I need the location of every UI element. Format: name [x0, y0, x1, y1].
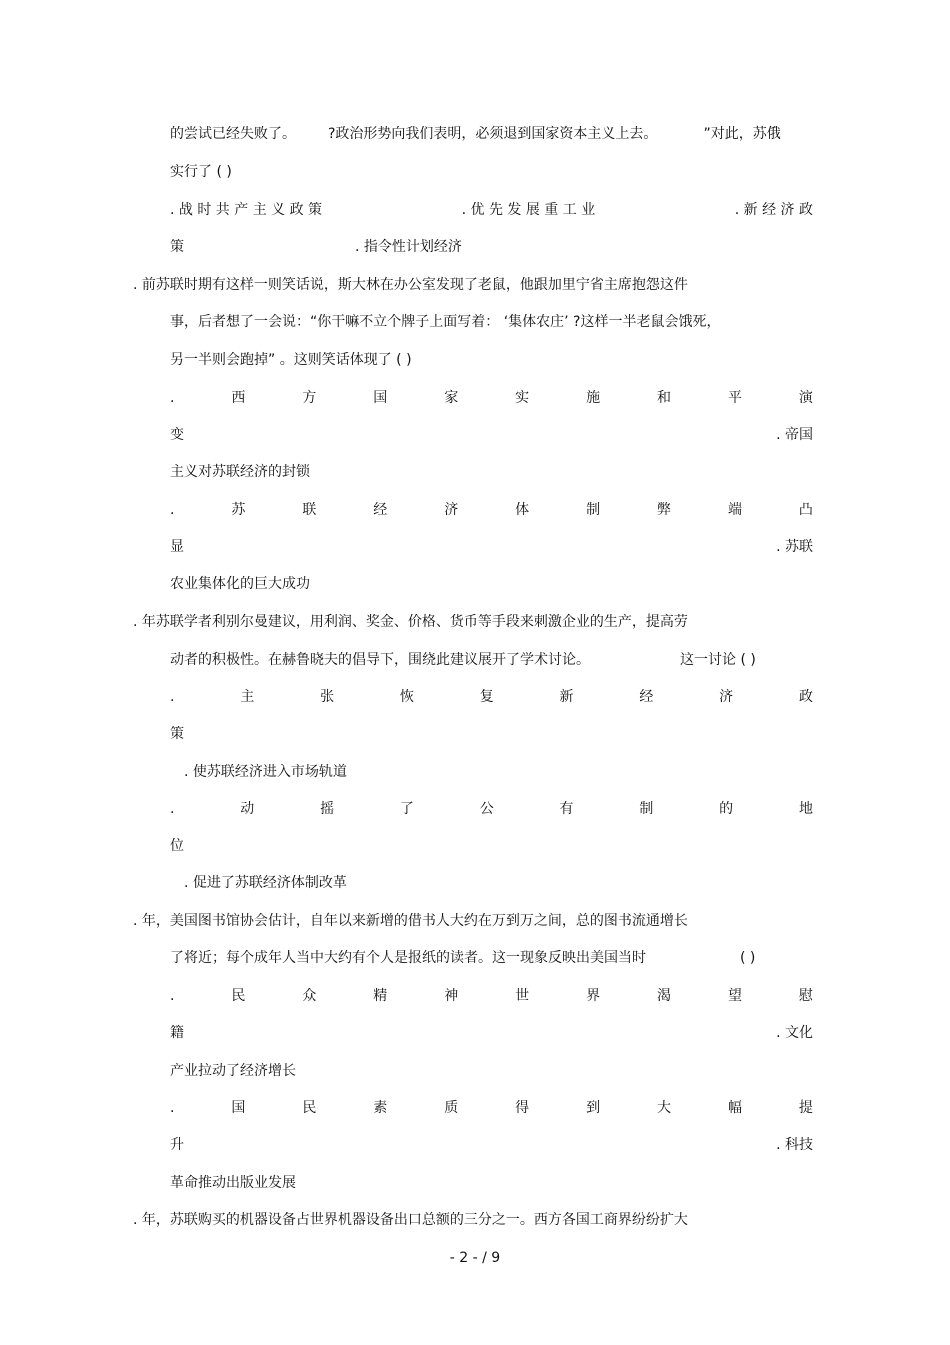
char: 民	[231, 988, 246, 1004]
q4-stem-2a: 了将近；每个成年人当中大约有个人是报纸的读者。这一现象反映出美国当时	[170, 950, 646, 966]
char: 望	[727, 988, 742, 1004]
char: 济	[719, 689, 734, 705]
q3-stem-2b: 这一讨论 ( )	[680, 652, 756, 668]
char: 精	[373, 988, 388, 1004]
q1-option-b: . 优 先 发 展 重 工 业	[461, 202, 596, 218]
q1-text-b: ?政治形势向我们表明，必须退到国家资本主义上去。	[328, 126, 658, 142]
q2-option-d: . 苏联	[776, 539, 813, 555]
q4-option-d: . 科技	[776, 1137, 813, 1153]
q2-option-a-end: 变	[170, 427, 184, 443]
char: .	[170, 1100, 175, 1116]
char: 端	[727, 502, 742, 518]
q4-option-b: . 文化	[776, 1025, 813, 1041]
char: 复	[479, 689, 494, 705]
char: 慰	[798, 988, 813, 1004]
char: 苏	[231, 502, 246, 518]
q3-option-d: . 促进了苏联经济体制改革	[184, 875, 347, 891]
char: 质	[444, 1100, 459, 1116]
q4-option-c	[170, 1098, 813, 1118]
char: 新	[559, 689, 574, 705]
char: 张	[320, 689, 335, 705]
q1-line-2: 实行了 ( )	[170, 164, 232, 180]
char: 国	[231, 1100, 246, 1116]
char: 主	[240, 689, 255, 705]
q1-text-c: ”对此，苏俄	[703, 126, 781, 142]
char: .	[170, 801, 175, 817]
char: 素	[373, 1100, 388, 1116]
char: 地	[798, 801, 813, 817]
char: 济	[444, 502, 459, 518]
char: 幅	[727, 1100, 742, 1116]
q2-option-c	[170, 500, 813, 520]
char: .	[170, 988, 175, 1004]
char: 实	[515, 390, 530, 406]
q4-option-c-end-row	[170, 1135, 813, 1155]
char: 联	[302, 502, 317, 518]
q1-line-1	[170, 124, 813, 144]
char: 得	[515, 1100, 530, 1116]
char: 提	[798, 1100, 813, 1116]
char: 和	[657, 390, 672, 406]
q2-option-c-end-row	[170, 537, 813, 557]
char: 体	[515, 502, 530, 518]
char: 大	[657, 1100, 672, 1116]
q3-option-a-end: 策	[170, 726, 184, 742]
q3-option-a	[170, 687, 813, 707]
char: 有	[559, 801, 574, 817]
q1-options-row-2	[170, 237, 813, 257]
char: 了	[399, 801, 414, 817]
q4-option-b-cont: 产业拉动了经济增长	[170, 1063, 296, 1079]
q4-stem-2	[170, 948, 813, 968]
q3-option-c-end: 位	[170, 838, 184, 854]
q1-option-a: . 战 时 共 产 主 义 政 策	[170, 202, 323, 218]
page-number: - 2 - / 9	[449, 1250, 501, 1266]
q3-stem-2a: 动者的积极性。在赫鲁晓夫的倡导下，围绕此建议展开了学术讨论。	[170, 652, 590, 668]
char: .	[170, 689, 175, 705]
char: 政	[798, 689, 813, 705]
q1-option-c-end: 策	[170, 239, 184, 255]
char: 演	[798, 390, 813, 406]
q4-option-d-cont: 革命推动出版业发展	[170, 1175, 296, 1191]
q5-stem-1: . 年，苏联购买的机器设备占世界机器设备出口总额的三分之一。西方各国工商界纷纷扩大	[133, 1212, 688, 1228]
q2-stem-2: 事，后者想了一会说：“你干嘛不立个牌子上面写着： ‘集体农庄’ ?这样一半老鼠会饿死，	[170, 314, 721, 330]
char: 家	[444, 390, 459, 406]
char: 公	[479, 801, 494, 817]
q1-option-c: . 新 经 济 政	[734, 202, 813, 218]
q2-option-a	[170, 388, 813, 408]
q4-stem-1: . 年，美国图书馆协会估计，自年以来新增的借书人大约在万到万之间，总的图书流通增长	[133, 913, 688, 929]
char: 界	[586, 988, 601, 1004]
q2-stem-1: . 前苏联时期有这样一则笑话说，斯大林在办公室发现了老鼠，他跟加里宁省主席抱怨这件	[133, 277, 688, 293]
q2-option-c-end: 显	[170, 539, 184, 555]
q3-stem-2	[170, 650, 813, 670]
q3-option-b: . 使苏联经济进入市场轨道	[184, 764, 347, 780]
char: 的	[719, 801, 734, 817]
q2-option-b-cont: 主义对苏联经济的封锁	[170, 464, 310, 480]
char: 摇	[320, 801, 335, 817]
char: 制	[639, 801, 654, 817]
char: 渴	[657, 988, 672, 1004]
q4-option-a-end: 籍	[170, 1025, 184, 1041]
char: 到	[586, 1100, 601, 1116]
char: 恢	[399, 689, 414, 705]
char: 民	[302, 1100, 317, 1116]
q2-option-d-cont: 农业集体化的巨大成功	[170, 576, 310, 592]
char: 方	[302, 390, 317, 406]
q4-option-a-end-row	[170, 1023, 813, 1043]
char: 弊	[657, 502, 672, 518]
q2-option-a-end-row	[170, 425, 813, 445]
char: 众	[302, 988, 317, 1004]
char: 西	[231, 390, 246, 406]
char: 神	[444, 988, 459, 1004]
q2-stem-3: 另一半则会跑掉” 。这则笑话体现了 ( )	[170, 352, 412, 368]
char: 施	[586, 390, 601, 406]
q4-stem-2b: ( )	[740, 950, 756, 966]
char: 经	[639, 689, 654, 705]
char: 国	[373, 390, 388, 406]
char: .	[170, 390, 175, 406]
q3-stem-1: . 年苏联学者利别尔曼建议，用利润、奖金、价格、货币等手段来刺激企业的生产，提高劳	[133, 614, 688, 630]
q3-option-c	[170, 799, 813, 819]
char: 平	[727, 390, 742, 406]
q4-option-a	[170, 986, 813, 1006]
q1-text-a: 的尝试已经失败了。	[170, 126, 296, 142]
q1-options-row	[170, 200, 813, 220]
q4-option-c-end: 升	[170, 1137, 184, 1153]
char: 经	[373, 502, 388, 518]
char: 制	[586, 502, 601, 518]
char: 凸	[798, 502, 813, 518]
q2-option-b: . 帝国	[776, 427, 813, 443]
char: 动	[240, 801, 255, 817]
q1-option-d: . 指令性计划经济	[355, 239, 462, 255]
char: .	[170, 502, 175, 518]
char: 世	[515, 988, 530, 1004]
